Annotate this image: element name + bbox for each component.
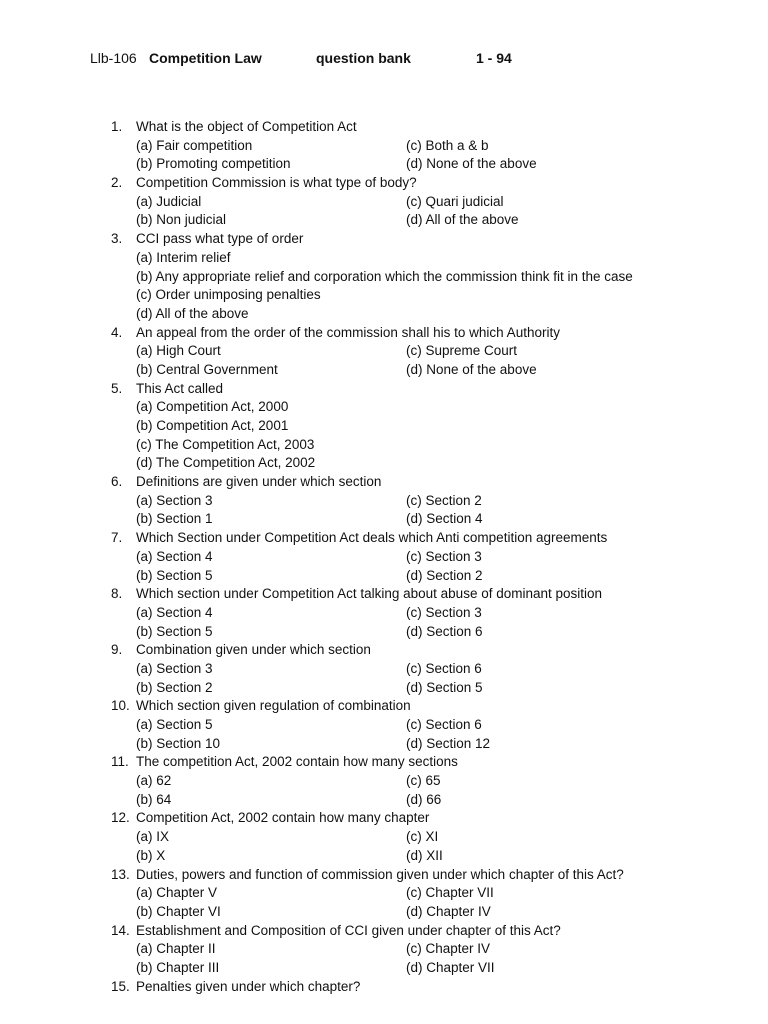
question-text: What is the object of Competition Act bbox=[136, 119, 357, 134]
answer-option: (b) Promoting competition bbox=[136, 156, 291, 172]
answer-option: (a) Section 4 bbox=[136, 604, 213, 620]
answer-option: (a) 62 bbox=[136, 773, 172, 789]
option-row bbox=[0, 398, 768, 417]
option-row bbox=[0, 903, 768, 922]
answer-option: (a) Interim relief bbox=[136, 249, 231, 265]
question-item bbox=[0, 978, 768, 997]
option-row bbox=[0, 716, 768, 735]
question-number: 3. bbox=[111, 231, 123, 247]
course-code: Llb-106 bbox=[90, 50, 137, 66]
question-number: 1. bbox=[111, 119, 123, 134]
question-number: 6. bbox=[111, 474, 123, 490]
question-item bbox=[0, 697, 768, 753]
question-number: 9. bbox=[111, 642, 123, 658]
answer-option: (b) Competition Act, 2001 bbox=[136, 418, 289, 433]
answer-option: (b) 64 bbox=[136, 791, 172, 807]
option-row bbox=[0, 828, 768, 847]
question-line bbox=[0, 174, 768, 193]
question-number: 8. bbox=[111, 586, 123, 602]
option-row bbox=[0, 286, 768, 305]
question-item bbox=[0, 922, 768, 978]
question-number: 7. bbox=[111, 530, 123, 546]
question-number: 13. bbox=[111, 866, 130, 882]
question-number: 11. bbox=[111, 754, 129, 770]
question-item bbox=[0, 529, 768, 585]
answer-option: (b) Section 10 bbox=[136, 735, 221, 751]
question-text: The competition Act, 2002 contain how many sections bbox=[136, 754, 458, 770]
answer-option: (a) High Court bbox=[136, 343, 221, 359]
question-line bbox=[0, 809, 768, 828]
option-row bbox=[0, 249, 768, 268]
option-row bbox=[0, 772, 768, 791]
question-item bbox=[0, 809, 768, 865]
answer-option: (d) Chapter VII bbox=[406, 959, 495, 975]
question-number: 12. bbox=[111, 810, 130, 826]
question-list bbox=[0, 118, 768, 996]
answer-option: (c) Quari judicial bbox=[406, 193, 504, 209]
option-row bbox=[0, 940, 768, 959]
subject-title: Competition Law bbox=[149, 50, 262, 66]
answer-option: (d) None of the above bbox=[406, 156, 537, 172]
answer-option: (c) Chapter IV bbox=[406, 941, 491, 957]
answer-option: (d) Section 6 bbox=[406, 623, 483, 639]
answer-option: (a) Section 3 bbox=[136, 492, 213, 508]
question-line bbox=[0, 380, 768, 399]
answer-option: (c) Section 3 bbox=[406, 548, 482, 564]
question-item bbox=[0, 866, 768, 922]
question-number: 14. bbox=[111, 922, 130, 938]
answer-option: (c) Section 6 bbox=[406, 717, 482, 732]
question-range: 1 - 94 bbox=[476, 50, 512, 66]
question-line bbox=[0, 866, 768, 885]
answer-option: (b) Central Government bbox=[136, 361, 278, 377]
question-line bbox=[0, 324, 768, 343]
question-line bbox=[0, 922, 768, 941]
answer-option: (d) Chapter IV bbox=[406, 903, 491, 919]
question-text: CCI pass what type of order bbox=[136, 231, 304, 247]
answer-option: (a) IX bbox=[136, 829, 170, 845]
answer-option: (b) Section 5 bbox=[136, 623, 213, 639]
question-line bbox=[0, 753, 768, 772]
option-row bbox=[0, 454, 768, 473]
question-number: 15. bbox=[111, 978, 130, 994]
option-row bbox=[0, 137, 768, 156]
option-row bbox=[0, 567, 768, 586]
answer-option: (b) Section 2 bbox=[136, 679, 213, 695]
answer-option: (c) Supreme Court bbox=[406, 343, 518, 359]
answer-option: (c) Section 3 bbox=[406, 604, 482, 620]
option-row bbox=[0, 417, 768, 436]
question-item bbox=[0, 230, 768, 323]
question-text: Combination given under which section bbox=[136, 642, 371, 658]
question-item bbox=[0, 753, 768, 809]
answer-option: (c) XI bbox=[406, 829, 439, 845]
question-number: 4. bbox=[111, 324, 123, 340]
option-row bbox=[0, 884, 768, 903]
question-item bbox=[0, 380, 768, 473]
answer-option: (a) Chapter II bbox=[136, 941, 216, 957]
question-item bbox=[0, 174, 768, 230]
answer-option: (d) None of the above bbox=[406, 361, 537, 377]
answer-option: (a) Fair competition bbox=[136, 137, 253, 153]
option-row bbox=[0, 660, 768, 679]
question-line bbox=[0, 697, 768, 716]
option-row bbox=[0, 604, 768, 623]
answer-option: (c) Section 2 bbox=[406, 492, 482, 508]
question-line bbox=[0, 978, 768, 997]
option-row bbox=[0, 342, 768, 361]
answer-option: (c) Both a & b bbox=[406, 137, 489, 153]
option-row bbox=[0, 623, 768, 642]
question-number: 5. bbox=[111, 380, 123, 396]
answer-option: (a) Section 5 bbox=[136, 717, 213, 732]
question-line bbox=[0, 118, 768, 137]
question-text: Which section given regulation of combination bbox=[136, 698, 411, 714]
answer-option: (b) X bbox=[136, 847, 166, 863]
question-line bbox=[0, 230, 768, 249]
option-row bbox=[0, 193, 768, 212]
question-number: 10. bbox=[111, 698, 130, 714]
option-row bbox=[0, 305, 768, 324]
question-item bbox=[0, 473, 768, 529]
answer-option: (d) The Competition Act, 2002 bbox=[136, 455, 316, 471]
option-row bbox=[0, 211, 768, 230]
answer-option: (b) Chapter VI bbox=[136, 903, 221, 919]
answer-option: (d) Section 4 bbox=[406, 511, 483, 527]
question-line bbox=[0, 473, 768, 492]
option-row bbox=[0, 436, 768, 455]
answer-option: (a) Section 4 bbox=[136, 548, 213, 564]
option-row bbox=[0, 510, 768, 529]
question-text: Duties, powers and function of commission given under which chapter of this Act? bbox=[136, 866, 624, 882]
option-row bbox=[0, 679, 768, 698]
question-text: Which Section under Competition Act deals which Anti competition agreements bbox=[136, 530, 608, 546]
answer-option: (d) Section 5 bbox=[406, 679, 483, 695]
answer-option: (c) Chapter VII bbox=[406, 885, 494, 901]
option-row bbox=[0, 268, 768, 287]
answer-option: (c) Section 6 bbox=[406, 660, 482, 676]
option-row bbox=[0, 548, 768, 567]
question-item bbox=[0, 641, 768, 697]
question-text: Competition Commission is what type of body? bbox=[136, 175, 417, 191]
answer-option: (a) Judicial bbox=[136, 193, 202, 209]
question-text: Which section under Competition Act talking about abuse of dominant position bbox=[136, 586, 603, 602]
answer-option: (c) The Competition Act, 2003 bbox=[136, 436, 315, 452]
answer-option: (d) 66 bbox=[406, 791, 442, 807]
question-item bbox=[0, 324, 768, 380]
option-row bbox=[0, 735, 768, 754]
question-text: Competition Act, 2002 contain how many chapter bbox=[136, 810, 430, 826]
question-text: Definitions are given under which section bbox=[136, 474, 382, 490]
answer-option: (a) Competition Act, 2000 bbox=[136, 399, 289, 415]
question-line bbox=[0, 641, 768, 660]
option-row bbox=[0, 959, 768, 978]
answer-option: (b) Section 1 bbox=[136, 511, 213, 527]
question-item bbox=[0, 585, 768, 641]
answer-option: (b) Any appropriate relief and corporation which the commission think fit in the case bbox=[136, 268, 633, 284]
answer-option: (d) All of the above bbox=[406, 212, 519, 228]
question-number: 2. bbox=[111, 175, 123, 191]
answer-option: (b) Non judicial bbox=[136, 212, 227, 228]
option-row bbox=[0, 155, 768, 174]
answer-option: (a) Chapter V bbox=[136, 885, 218, 901]
question-line bbox=[0, 529, 768, 548]
answer-option: (b) Chapter III bbox=[136, 959, 220, 975]
question-text: Penalties given under which chapter? bbox=[136, 978, 361, 994]
document-type: question bank bbox=[316, 50, 411, 66]
question-item bbox=[0, 118, 768, 174]
answer-option: (a) Section 3 bbox=[136, 660, 213, 676]
answer-option: (d) Section 12 bbox=[406, 735, 491, 751]
answer-option: (c) 65 bbox=[406, 773, 441, 789]
answer-option: (b) Section 5 bbox=[136, 567, 213, 583]
question-line bbox=[0, 585, 768, 604]
option-row bbox=[0, 791, 768, 810]
answer-option: (d) XII bbox=[406, 847, 443, 863]
question-text: Establishment and Composition of CCI given under chapter of this Act? bbox=[136, 922, 561, 938]
option-row bbox=[0, 492, 768, 511]
question-text: This Act called bbox=[136, 380, 224, 396]
option-row bbox=[0, 361, 768, 380]
answer-option: (d) All of the above bbox=[136, 305, 249, 321]
question-text: An appeal from the order of the commission shall his to which Authority bbox=[136, 324, 560, 340]
option-row bbox=[0, 847, 768, 866]
answer-option: (d) Section 2 bbox=[406, 567, 483, 583]
answer-option: (c) Order unimposing penalties bbox=[136, 287, 321, 303]
